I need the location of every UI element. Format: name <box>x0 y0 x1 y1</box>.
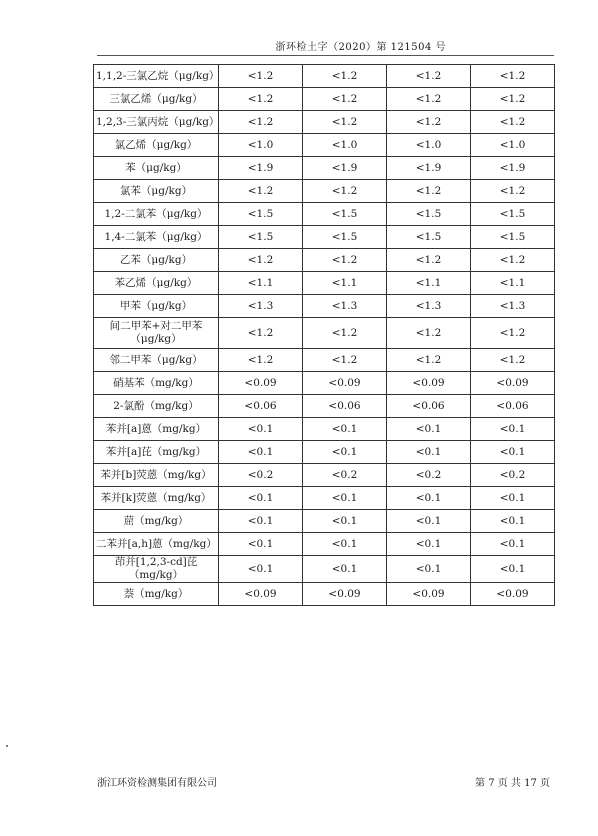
report-number: 浙环检土字（2020）第 121504 号 <box>275 42 446 53</box>
result-value: <0.09 <box>219 372 303 395</box>
result-value: <1.5 <box>219 226 303 249</box>
table-row <box>94 226 555 249</box>
result-value: <1.2 <box>387 111 471 134</box>
result-value: <0.1 <box>471 418 555 441</box>
result-value: <1.1 <box>387 272 471 295</box>
result-value: <1.2 <box>471 349 555 372</box>
result-value: <1.3 <box>219 295 303 318</box>
company-name: 浙江环资检测集团有限公司 <box>97 778 217 789</box>
result-value: <1.2 <box>471 65 555 88</box>
result-value: <1.2 <box>387 249 471 272</box>
result-value: <1.1 <box>471 272 555 295</box>
result-value: <0.1 <box>219 487 303 510</box>
parameter-name: 2-氯酚（mg/kg） <box>94 395 219 418</box>
result-value: <1.9 <box>471 157 555 180</box>
table-row <box>94 583 555 606</box>
result-value: <0.1 <box>387 533 471 556</box>
result-value: <0.1 <box>387 487 471 510</box>
result-value: <1.2 <box>219 88 303 111</box>
result-value: <1.0 <box>471 134 555 157</box>
result-value: <1.2 <box>303 249 387 272</box>
parameter-name: 萘（mg/kg） <box>94 583 219 606</box>
table-row <box>94 249 555 272</box>
table-row <box>94 533 555 556</box>
table-row <box>94 441 555 464</box>
result-value: <1.2 <box>219 349 303 372</box>
result-value: <1.9 <box>219 157 303 180</box>
result-value: <1.2 <box>219 111 303 134</box>
table-row <box>94 487 555 510</box>
result-value: <1.2 <box>387 349 471 372</box>
result-value: <0.1 <box>303 441 387 464</box>
result-value: <1.2 <box>303 111 387 134</box>
result-value: <0.09 <box>303 372 387 395</box>
parameter-name: 二苯并[a,h]蒽（mg/kg） <box>94 533 219 556</box>
scan-speck <box>6 745 8 747</box>
result-value: <0.2 <box>303 464 387 487</box>
result-value: <1.2 <box>303 88 387 111</box>
parameter-name: 甲苯（μg/kg） <box>94 295 219 318</box>
table-row <box>94 318 555 349</box>
result-value: <1.2 <box>303 349 387 372</box>
result-value: <1.9 <box>387 157 471 180</box>
result-value: <1.2 <box>471 180 555 203</box>
result-value: <1.5 <box>471 203 555 226</box>
result-value: <0.1 <box>303 533 387 556</box>
result-value: <0.1 <box>471 510 555 533</box>
table-row <box>94 510 555 533</box>
result-value: <1.1 <box>219 272 303 295</box>
result-value: <0.1 <box>387 510 471 533</box>
parameter-name: 间二甲苯+对二甲苯（μg/kg） <box>94 318 219 349</box>
result-value: <0.1 <box>471 556 555 583</box>
result-value: <1.5 <box>387 226 471 249</box>
result-value: <0.1 <box>219 510 303 533</box>
parameter-name: 1,1,2-三氯乙烷（μg/kg） <box>94 65 219 88</box>
result-value: <1.3 <box>303 295 387 318</box>
result-value: <1.0 <box>219 134 303 157</box>
table-row <box>94 157 555 180</box>
result-value: <1.3 <box>471 295 555 318</box>
result-value: <0.1 <box>471 533 555 556</box>
result-value: <0.09 <box>387 583 471 606</box>
result-value: <0.1 <box>471 487 555 510</box>
result-value: <1.2 <box>219 249 303 272</box>
result-value: <0.1 <box>219 418 303 441</box>
parameter-name: 苯并[k]荧蒽（mg/kg） <box>94 487 219 510</box>
parameter-name: 1,4-二氯苯（μg/kg） <box>94 226 219 249</box>
parameter-name: 氯苯（μg/kg） <box>94 180 219 203</box>
result-value: <0.06 <box>219 395 303 418</box>
result-value: <0.1 <box>303 556 387 583</box>
table-row <box>94 395 555 418</box>
result-value: <0.1 <box>219 556 303 583</box>
parameter-name: 苯（μg/kg） <box>94 157 219 180</box>
parameter-name: 乙苯（μg/kg） <box>94 249 219 272</box>
result-value: <0.1 <box>303 418 387 441</box>
parameter-name: 苯并[b]荧蒽（mg/kg） <box>94 464 219 487</box>
result-value: <0.2 <box>471 464 555 487</box>
result-value: <0.06 <box>303 395 387 418</box>
parameter-name: 三氯乙烯（μg/kg） <box>94 88 219 111</box>
result-value: <0.1 <box>219 441 303 464</box>
result-value: <1.2 <box>303 318 387 349</box>
result-value: <1.9 <box>303 157 387 180</box>
result-value: <1.2 <box>471 249 555 272</box>
table-row <box>94 349 555 372</box>
result-value: <0.1 <box>387 418 471 441</box>
header-divider <box>97 55 554 56</box>
results-table <box>93 64 555 606</box>
parameter-name: 氯乙烯（μg/kg） <box>94 134 219 157</box>
result-value: <1.2 <box>471 111 555 134</box>
result-value: <1.2 <box>387 88 471 111</box>
table-row <box>94 111 555 134</box>
parameter-name: 苯乙烯（μg/kg） <box>94 272 219 295</box>
result-value: <0.1 <box>387 556 471 583</box>
result-value: <1.2 <box>303 65 387 88</box>
result-value: <0.09 <box>471 583 555 606</box>
result-value: <0.1 <box>219 533 303 556</box>
table-row <box>94 295 555 318</box>
parameter-name: 硝基苯（mg/kg） <box>94 372 219 395</box>
result-value: <1.2 <box>387 65 471 88</box>
table-row <box>94 88 555 111</box>
table-row <box>94 556 555 583</box>
result-value: <1.2 <box>471 318 555 349</box>
table-row <box>94 372 555 395</box>
result-value: <1.2 <box>387 180 471 203</box>
result-value: <1.2 <box>219 180 303 203</box>
parameter-name: 䓛（mg/kg） <box>94 510 219 533</box>
table-row <box>94 65 555 88</box>
table-row <box>94 203 555 226</box>
result-value: <0.1 <box>387 441 471 464</box>
result-value: <1.2 <box>219 65 303 88</box>
result-value: <0.09 <box>219 583 303 606</box>
parameter-name: 1,2,3-三氯丙烷（μg/kg） <box>94 111 219 134</box>
result-value: <0.06 <box>387 395 471 418</box>
parameter-name: 1,2-二氯苯（μg/kg） <box>94 203 219 226</box>
parameter-name: 邻二甲苯（μg/kg） <box>94 349 219 372</box>
result-value: <0.1 <box>303 510 387 533</box>
parameter-name: 苯并[a]芘（mg/kg） <box>94 441 219 464</box>
result-value: <1.5 <box>387 203 471 226</box>
page-number: 第 7 页 共 17 页 <box>475 778 550 789</box>
result-value: <1.2 <box>303 180 387 203</box>
result-value: <1.5 <box>219 203 303 226</box>
table-row <box>94 180 555 203</box>
result-value: <1.0 <box>387 134 471 157</box>
result-value: <0.2 <box>219 464 303 487</box>
result-value: <0.09 <box>471 372 555 395</box>
table-row <box>94 464 555 487</box>
result-value: <0.2 <box>387 464 471 487</box>
table-row <box>94 418 555 441</box>
table-row <box>94 272 555 295</box>
result-value: <1.3 <box>387 295 471 318</box>
result-value: <1.2 <box>471 88 555 111</box>
result-value: <0.06 <box>471 395 555 418</box>
parameter-name: 苯并[a]蒽（mg/kg） <box>94 418 219 441</box>
result-value: <1.5 <box>471 226 555 249</box>
result-value: <0.1 <box>471 441 555 464</box>
table-row <box>94 134 555 157</box>
result-value: <1.5 <box>303 226 387 249</box>
result-value: <1.2 <box>387 318 471 349</box>
result-value: <0.1 <box>303 487 387 510</box>
result-value: <0.09 <box>303 583 387 606</box>
result-value: <0.09 <box>387 372 471 395</box>
results-table-body <box>94 65 555 606</box>
result-value: <1.0 <box>303 134 387 157</box>
parameter-name: 茚并[1,2,3-cd]芘（mg/kg） <box>94 556 219 583</box>
result-value: <1.1 <box>303 272 387 295</box>
result-value: <1.2 <box>219 318 303 349</box>
result-value: <1.5 <box>303 203 387 226</box>
